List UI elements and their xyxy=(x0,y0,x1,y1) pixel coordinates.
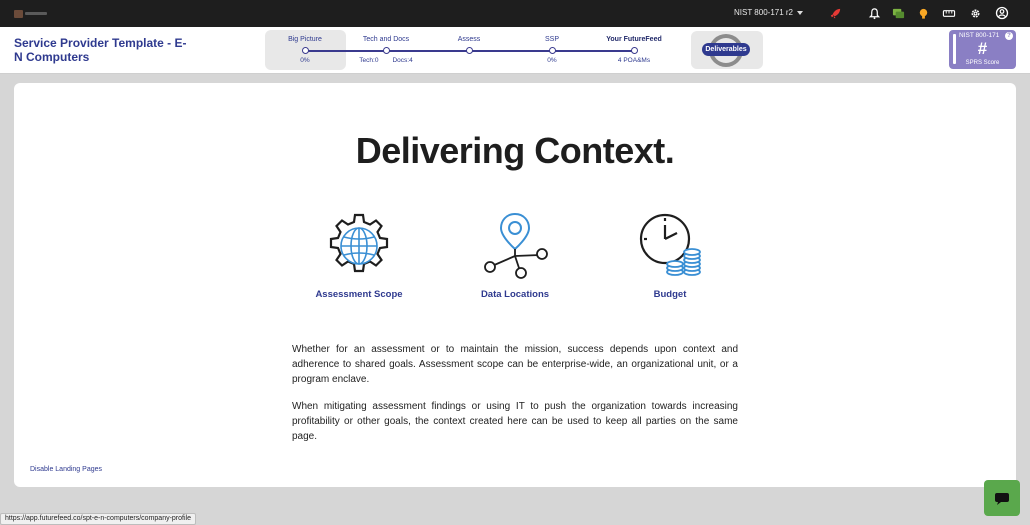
sprs-bottom-label: SPRS Score xyxy=(965,60,1000,66)
feature-data-locations[interactable] xyxy=(450,211,580,300)
feature-label: Data Locations xyxy=(480,289,550,300)
step-label: Assess xyxy=(457,36,481,43)
deliverables-button[interactable] xyxy=(691,31,763,69)
location-network-icon xyxy=(480,211,550,281)
step-big-picture[interactable] xyxy=(265,30,345,70)
sprs-top-label: NIST 800-171 xyxy=(959,32,1000,39)
disable-landing-pages-link[interactable]: Disable Landing Pages xyxy=(30,466,102,473)
sprs-value: # xyxy=(977,39,988,58)
step-dot xyxy=(302,47,309,54)
gear-icon[interactable] xyxy=(968,6,982,20)
page-title: Delivering Context. xyxy=(355,130,675,171)
framework-selector-label: NIST 800-171 r2 xyxy=(734,8,793,17)
step-label: SSP xyxy=(544,36,559,43)
step-dot xyxy=(549,47,556,54)
step-sub-tech: Tech:0 xyxy=(359,57,379,64)
status-bar-url: https://app.futurefeed.co/spt-e-n-computers/company-profile xyxy=(0,513,196,525)
deliverables-label: Deliverables xyxy=(702,43,750,56)
body-paragraph: Whether for an assessment or to maintain the mission, success depends upon context and adherence to shared goals. Assessment scope can be enterprise-wide, an organizational unit, or a program enclave. xyxy=(292,344,738,385)
feature-label: Budget xyxy=(653,289,687,300)
rocket-icon[interactable] xyxy=(828,6,842,20)
logo[interactable] xyxy=(14,9,48,18)
feature-budget[interactable] xyxy=(605,211,735,300)
step-sub: 4 POA&Ms xyxy=(617,57,651,64)
gear-globe-icon xyxy=(324,211,394,281)
step-your-futurefeed[interactable] xyxy=(594,30,674,70)
feature-label: Assessment Scope xyxy=(315,289,403,300)
landing-card xyxy=(14,83,1016,487)
step-ssp[interactable] xyxy=(512,30,592,70)
step-label: Your FutureFeed xyxy=(606,36,662,43)
chevron-down-icon xyxy=(797,11,803,15)
ruler-icon[interactable] xyxy=(942,6,956,20)
step-sub-docs: Docs:4 xyxy=(392,57,413,64)
bell-icon[interactable] xyxy=(867,6,881,20)
step-label: Tech and Docs xyxy=(362,36,410,43)
sprs-score-widget[interactable] xyxy=(949,30,1016,69)
chat-icon[interactable] xyxy=(891,6,905,20)
step-dot xyxy=(466,47,473,54)
step-assess[interactable] xyxy=(429,30,509,70)
body-paragraph: When mitigating assessment findings or using IT to push the organization towards increasing profitability or other goals, the context created here can be used to keep all parties on the same page. xyxy=(292,401,738,442)
chat-widget-button[interactable] xyxy=(984,480,1020,516)
help-icon[interactable]: ? xyxy=(1005,32,1013,40)
step-dot xyxy=(383,47,390,54)
company-title: Service Provider Template - E-N Computers xyxy=(14,36,187,64)
user-circle-icon[interactable] xyxy=(995,6,1009,20)
lightbulb-icon[interactable] xyxy=(916,6,930,20)
chat-bubble-icon xyxy=(993,490,1011,506)
step-sub: 0% xyxy=(547,57,557,64)
top-bar xyxy=(0,0,1030,27)
page-header xyxy=(0,27,1030,74)
step-sub: 0% xyxy=(300,57,310,64)
framework-selector[interactable] xyxy=(734,8,803,17)
progress-stepper xyxy=(265,30,677,70)
step-tech-and-docs[interactable] xyxy=(346,30,426,70)
step-dot xyxy=(631,47,638,54)
feature-assessment-scope[interactable] xyxy=(294,211,424,300)
clock-coins-icon xyxy=(635,211,705,281)
step-label: Big Picture xyxy=(288,36,322,43)
